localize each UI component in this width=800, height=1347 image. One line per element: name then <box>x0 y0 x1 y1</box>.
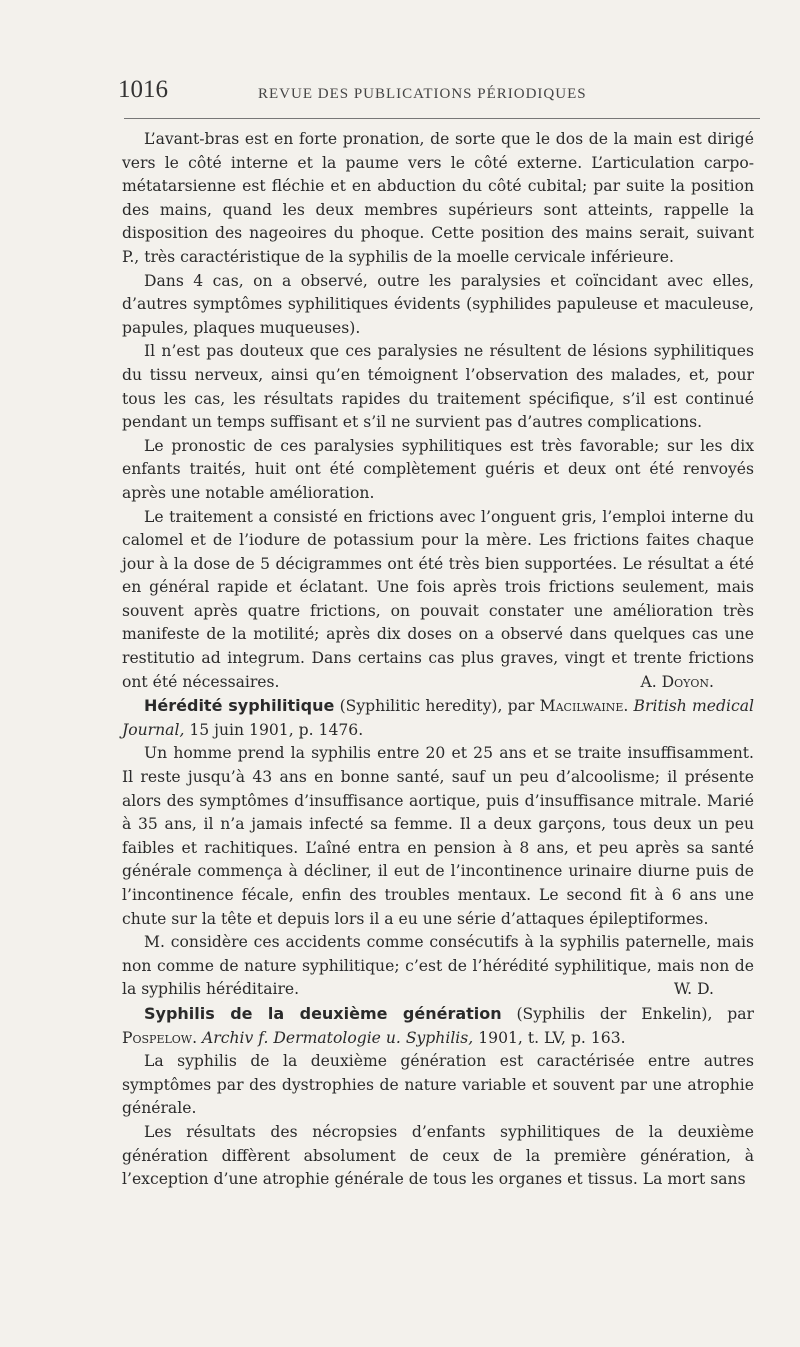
paragraph: Un homme prend la syphilis entre 20 et 25 ans et se traite insuffisamment. Il reste jusqu’à 43 ans en bonne santé, sauf un peu d’alcoolisme; il présente alors des symptômes d’insuffisance aortique, puis d’insuffisance mitrale. Marié à 35 ans, il n’a jamais infecté sa femme. Il a deux garçons, tous deux un peu faibles et rachitiques. L’aîné entra en pension à 8 ans, et peu après sa santé générale commença à décliner, il eut de l’incontinence urinaire diurne puis de l’incontinence fécale, enfin des troubles mentaux. Le second fit à 6 ans une chute sur la tête et depuis lors il a eu une série d’attaques épileptiformes. <box>122 744 754 928</box>
reference-heading <box>122 694 754 742</box>
body-text <box>122 128 754 1192</box>
paragraph: L’avant-bras est en forte pronation, de sorte que le dos de la main est dirigé vers le côté interne et la paume vers le côté externe. L’articulation carpo-métatarsienne est fléchie et en abduction du côté cubital; par suite la position des mains, quand les deux membres supérieurs sont atteints, rappelle la disposition des nageoires du phoque. Cette position des mains serait, suivant P., très caractéristique de la syphilis de la moelle cervicale inférieure. <box>122 130 754 266</box>
running-head: REVUE DES PUBLICATIONS PÉRIODIQUES <box>258 86 587 102</box>
paragraph: Le pronostic de ces paralysies syphilitiques est très favorable; sur les dix enfants traités, huit ont été complètement guéris et deux ont été renvoyés après une notable amélioration. <box>122 436 754 502</box>
reference-journal: Archiv f. Dermatologie u. Syphilis, <box>197 1028 474 1047</box>
paragraph-with-signature <box>122 931 754 1002</box>
page-header <box>118 74 758 114</box>
reference-journal: British medical Journal, <box>122 697 754 739</box>
paragraph-with-signature <box>122 506 754 695</box>
reference-text: (Syphilitic heredity), par <box>334 697 540 716</box>
reference-author: Pospelow. <box>122 1028 198 1047</box>
paragraph-text: M. considère ces accidents comme consécutifs à la syphilis paternelle, mais non comme de nature syphilitique; c’est de l’hérédité syphilitique, mais non de la syphilis héréditaire. <box>122 933 754 999</box>
reference-author: Macilwaine. <box>539 697 629 716</box>
paragraph: Il n’est pas douteux que ces paralysies ne résultent de lésions syphilitiques du tissu nerveux, ainsi qu’en témoignent l’observation des malades, et, pour tous les cas, les résultats rapides du traitement spécifique, s’il est continué pendant un temps suffisant et s’il ne survient pas d’autres complications. <box>122 342 754 432</box>
reference-heading <box>122 1002 754 1050</box>
reference-date: 15 juin 1901, p. 1476. <box>184 720 364 739</box>
page-number: 1016 <box>118 76 168 103</box>
header-rule <box>124 118 760 119</box>
reference-text: (Syphilis der Enkelin), par <box>501 1004 754 1023</box>
paragraph-text: Le traitement a consisté en frictions avec l’onguent gris, l’emploi interne du calomel et de l’iodure de potassium pour la mère. Les frictions faites chaque jour à la dose de 5 décigrammes ont été très bien supportées. Le résultat a été en général rapide et éclatant. Une fois après trois frictions seulement, mais souvent après quatre frictions, on pouvait constater une amélioration très manifeste de la motilité; après dix doses on a observé dans quelques cas une restitutio ad integrum. Dans certains cas plus graves, vingt et trente frictions ont été nécessaires. <box>122 507 754 691</box>
paragraph: La syphilis de la deuxième génération est caractérisée entre autres symptômes par des dystrophies de nature variable et souvent par une atrophie générale. <box>122 1052 754 1118</box>
reference-date: 1901, t. LV, p. 163. <box>473 1028 626 1047</box>
paragraph: Les résultats des nécropsies d’enfants syphilitiques de la deuxième génération diffèrent absolument de ceux de la première génération, à l’exception d’une atrophie générale de tous les organes et tissus. La mort sans <box>122 1122 754 1189</box>
reference-title: Hérédité syphilitique <box>144 696 335 716</box>
reference-title: Syphilis de la deuxième génération <box>144 1003 502 1023</box>
signature: W. D. <box>673 980 714 999</box>
signature: A. Doyon. <box>640 672 714 691</box>
paragraph: Dans 4 cas, on a observé, outre les paralysies et coïncidant avec elles, d’autres symptômes syphilitiques évidents (syphilides papuleuse et maculeuse, papules, plaques muqueuses). <box>122 271 754 337</box>
